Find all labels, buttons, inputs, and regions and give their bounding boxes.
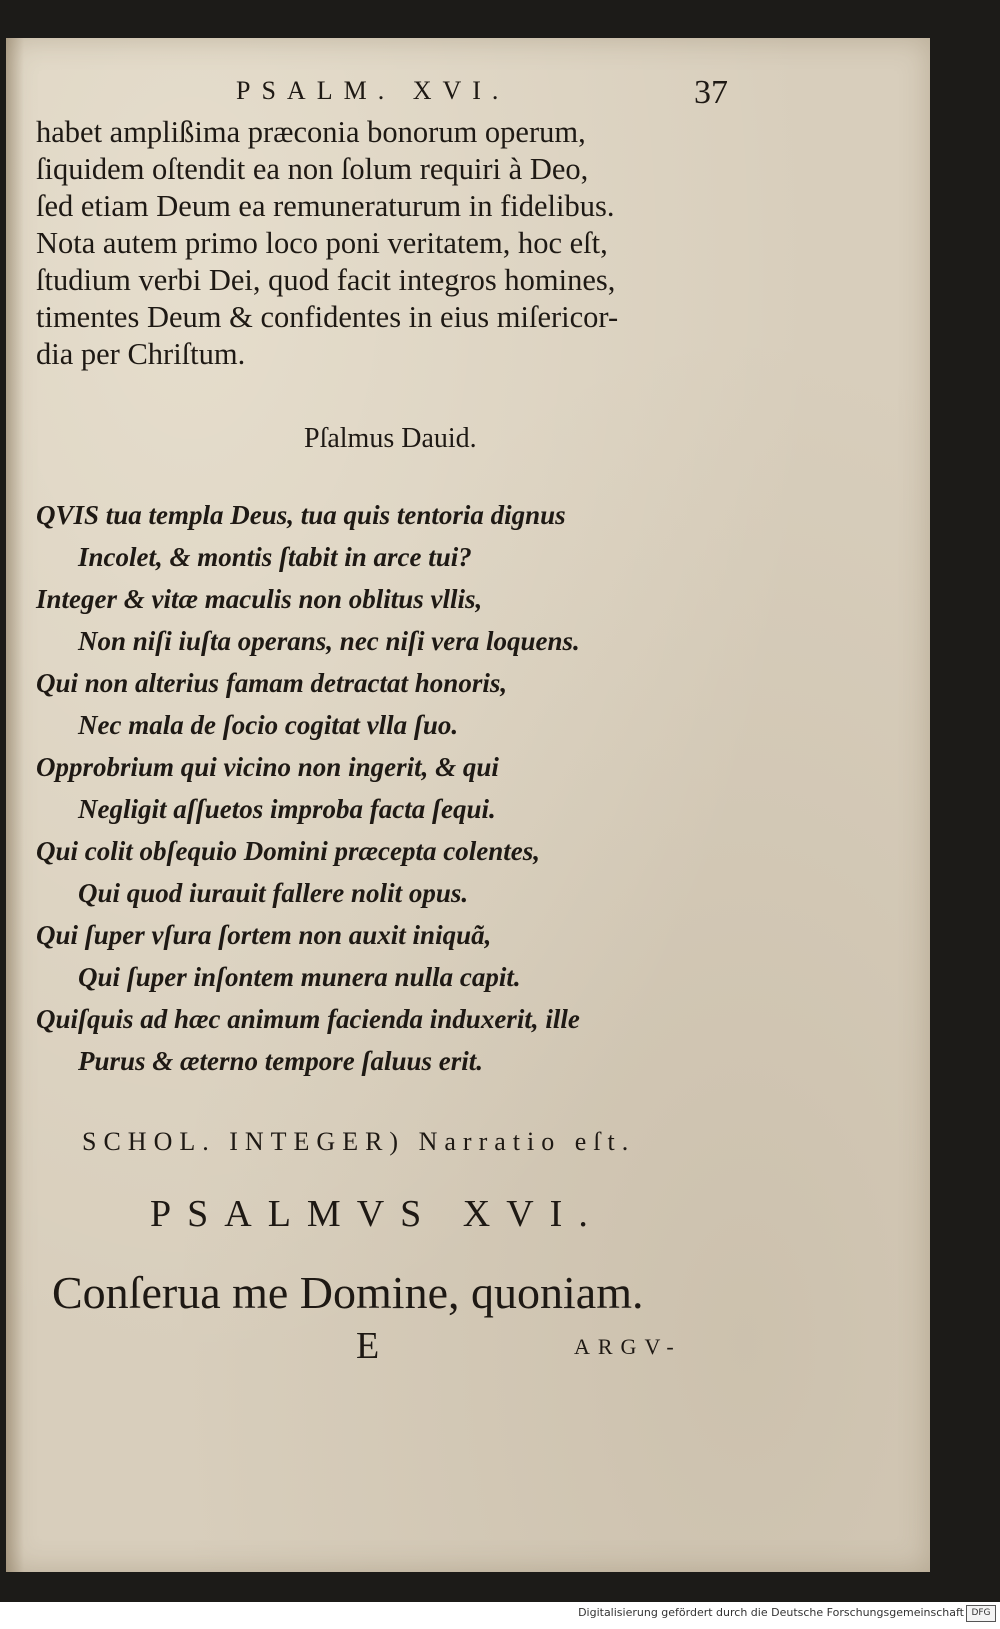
verse-line: QVIS tua templa Deus, tua quis tentoria dignus [36,500,566,530]
verse-line: Purus & æterno tempore ſaluus erit. [78,1046,484,1076]
signature-mark: E [356,1325,380,1367]
verse-line: Non niſi iuſta operans, nec niſi vera loquens. [78,626,580,656]
verse-line: Negligit aſſuetos improba facta ſequi. [78,794,496,824]
verse-line: Nec mala de ſocio cogitat vlla ſuo. [78,710,459,740]
verse-line: Integer & vitæ maculis non oblitus vllis, [36,584,483,614]
catchword: ARGV- [574,1334,682,1359]
funding-credit: Digitalisierung gefördert durch die Deutsche Forschungsgemeinschaft [578,1606,964,1619]
prose-line: ſed etiam Deum ea remuneraturum in fidelibus. [36,189,615,223]
page-gutter-shadow [6,38,24,1572]
psalm-incipit: Conſerua me Domine, quoniam. [52,1267,644,1318]
prose-line: Nota autem primo loco poni veritatem, hoc eſt, [36,226,608,260]
running-head: PSALM. XVI. [236,76,510,105]
prose-line: ſiquidem oſtendit ea non ſolum requiri à Deo, [36,152,589,186]
verse-line: Quiſquis ad hæc animum facienda induxerit, ille [36,1004,580,1034]
scholion-note: SCHOL. INTEGER) Narratio eſt. [82,1127,636,1156]
prose-line: ſtudium verbi Dei, quod facit integros homines, [36,263,616,297]
verse-line: Qui non alterius famam detractat honoris, [36,668,508,698]
dfg-logo-icon: DFG [966,1605,996,1622]
prose-line: timentes Deum & confidentes in eius miſericor- [36,300,619,334]
page-number: 37 [694,74,728,111]
verse-line: Qui quod iurauit fallere nolit opus. [78,878,469,908]
prose-line: dia per Chriſtum. [36,337,246,371]
verse-line: Incolet, & montis ſtabit in arce tui? [78,542,472,572]
verse-line: Qui colit obſequio Domini præcepta colentes, [36,836,540,866]
psalm-heading: PSALMVS XVI. [150,1193,604,1235]
verse-line: Qui ſuper vſura ſortem non auxit iniquã, [36,920,492,950]
verse-line: Qui ſuper inſontem munera nulla capit. [78,962,521,992]
prose-line: habet amplißima præconia bonorum operum, [36,115,586,149]
verse-line: Opprobrium qui vicino non ingerit, & qui [36,752,499,782]
psalm-caption: Pſalmus Dauid. [304,423,477,454]
